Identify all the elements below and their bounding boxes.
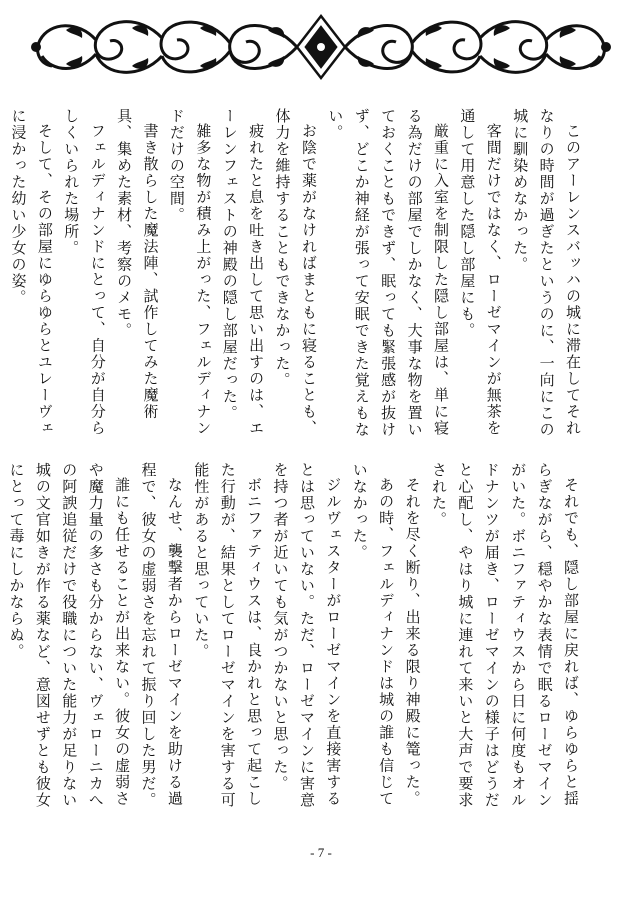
paragraph: なんせ、襲撃者からローゼマインを助ける過程で、彼女の虚弱さを忘れて振り回した男だ。 [139,462,184,809]
paragraph: そして、その部屋にゆらゆらとユレーヴェに浸かった幼い少女の姿。 [9,108,54,437]
text-column-top [0,108,586,438]
paragraph: それでも、隠し部屋に戻れば、ゆらゆらと揺らぎながら、穏やかな表情で眠るローゼマインがいた。ボニファティウスから日に何度もオルドナンツが届き、ローゼマインの様子はどうだと心配し、やはり城に連れて来いと大声で要求された。 [429,462,580,809]
paragraph: お陰で薬がなければまともに寝ることも、体力を維持することもできなかった。 [273,108,318,437]
paragraph [0,462,3,814]
paragraph: 客間だけではなく、ローゼマインが無茶を通して用意した隠し部屋にも。 [458,108,503,437]
paragraph: それを尽く断り、出来る限り神殿に篭った。 [403,477,422,807]
paragraph: ボニファティウスは、良かれと思って起こした行動が、結果としてローゼマインを害する可能性があると思っていた。 [192,462,264,809]
paragraph: このアーレンスバッハの城に滞在してそれなりの時間が過ぎたというのに、一向にこの城に馴染めなかった。 [511,108,582,438]
paragraph: あの時、フェルディナンドは城の誰も信じていなかった。 [350,462,396,807]
paragraph: フェルディナンドにとって、自分が自分らしくいられた場所。 [62,108,107,437]
paragraph: 書き散らした魔法陣、試作してみた魔術具、集めた素材、考察のメモ。 [115,108,160,420]
paragraph [0,108,5,438]
page-number: - 7 - [310,845,332,860]
paragraph: 厳重に入室を制限した隠し部屋は、単に寝る為だけの部屋でしかなく、大事な物を置いておくこともできず、眠っても緊張感が抜けず、どこか神経が張って安眠できた覚えもない。 [326,108,450,438]
paragraph: 疲れたと息を吐き出して思い出すのは、エーレンフェストの神殿の隠し部屋だった。 [220,108,266,437]
paragraph: 誰にも任せることが出来ない。彼女の虚弱さや魔力量の多さも分からない、ヴェローニカへの阿諛追従だけで役職についた能力が足りない城の文官如きが作る薬など、意図せずとも彼女にとって毒にしかならぬ。 [7,462,132,809]
paragraph: ジルヴェスターがローゼマインを直接害するとは思っていない。ただ、ローゼマインに害意を持つ者が近いても気がつかないと思った。 [271,462,343,809]
paragraph: 雑多な物が積み上がった、フェルディナンドだけの空間。 [167,108,213,437]
text-column-bottom [0,462,584,814]
ornament-header-icon [30,8,612,86]
